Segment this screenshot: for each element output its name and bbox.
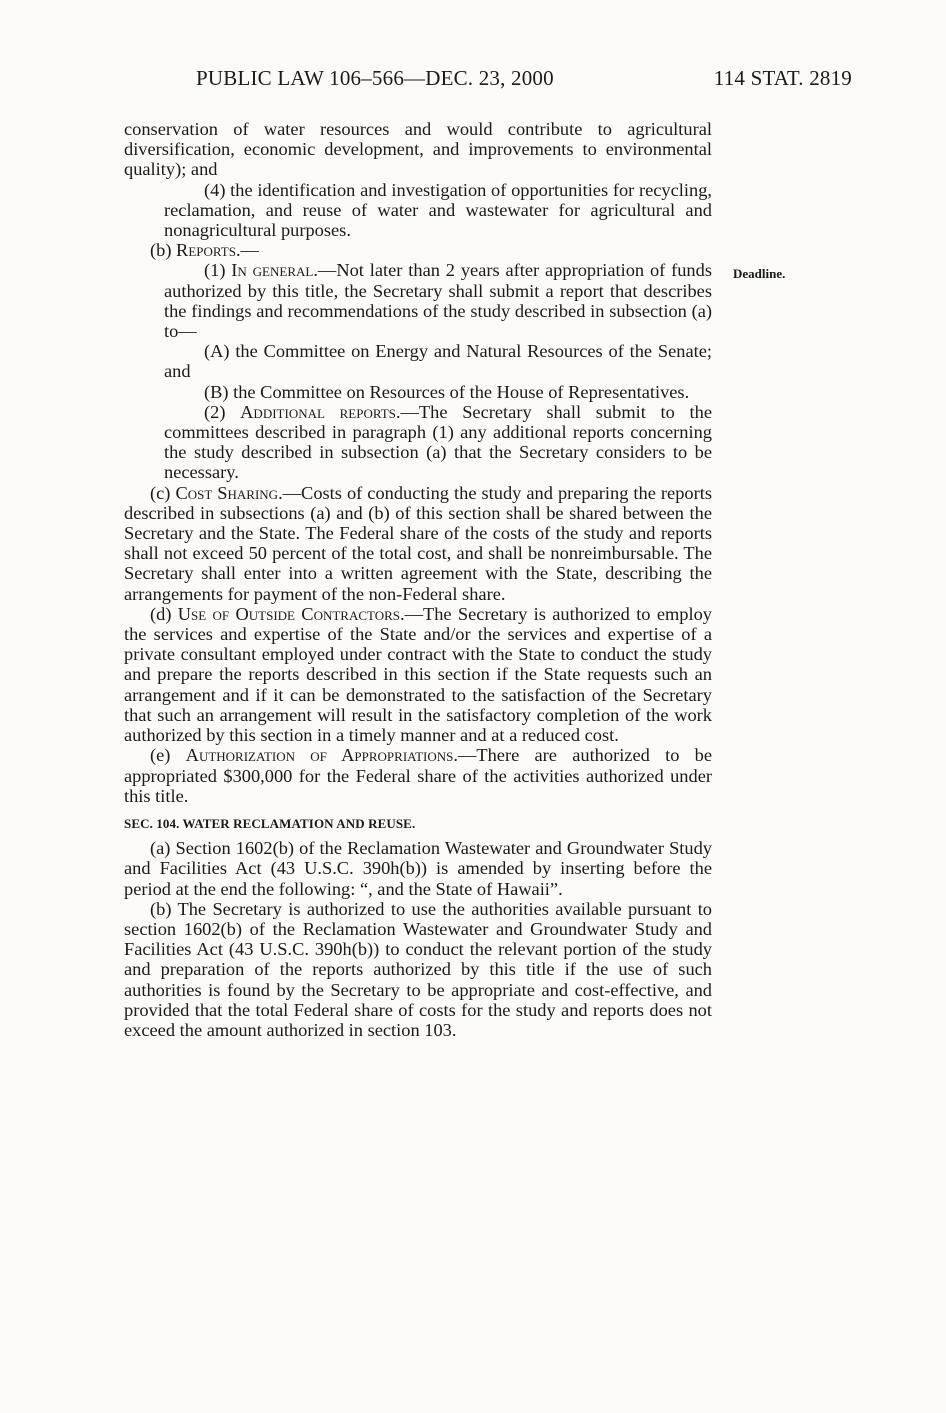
paragraph-b1-label: (1) bbox=[204, 260, 232, 281]
stat-page-number: 114 STAT. 2819 bbox=[713, 66, 852, 90]
paragraph-continuation: conservation of water resources and would contribute to agricultural diversification, economic development, and improvements to environmental quality); and bbox=[124, 119, 712, 180]
subsection-c bbox=[124, 483, 712, 604]
document-body bbox=[124, 119, 712, 1040]
subsection-d-text: .—The Secretary is authorized to employ the services and expertise of the State and/or the services and expertise of a private consultant employed under contract with the State to conduct the study and prepare the reports described in this section if the State requests such an arrangement and if it can be demonstrated to the satisfaction of the Secretary that such an arrangement will result in the satisfactory completion of the work authorized by this section in a timely manner and at a reduced cost. bbox=[124, 603, 712, 746]
subsection-b-dash: .— bbox=[235, 240, 259, 261]
subsection-e-title: Authorization of Appropriations bbox=[185, 745, 454, 766]
section-104-b: (b) The Secretary is authorized to use the authorities available pursuant to section 1602(b) of the Reclamation Wastewater and Groundwater Study and Facilities Act (43 U.S.C. 390h(b)) to conduct the relevant portion of the study and preparation of the reports authorized by this title if the use of such authorities is found by the Secretary to be appropriate and cost-effective, and provided that the total Federal share of costs for the study and reports does not exceed the amount authorized in section 103. bbox=[124, 898, 712, 1040]
subsection-c-label: (c) bbox=[150, 482, 176, 503]
paragraph-b2 bbox=[124, 402, 712, 483]
subsection-b-heading bbox=[124, 240, 712, 260]
subsection-e-text: .—There are authorized to be appropriated $300,000 for the Federal share of the activities authorized under this title. bbox=[124, 745, 713, 806]
subsection-b-label: (b) bbox=[150, 240, 177, 261]
subparagraph-b1A: (A) the Committee on Energy and Natural Resources of the Senate; and bbox=[164, 341, 712, 382]
page-header bbox=[196, 66, 852, 96]
subsection-c-title: Cost Sharing bbox=[175, 482, 279, 503]
paragraph-b1 bbox=[124, 260, 712, 341]
section-104-heading: SEC. 104. WATER RECLAMATION AND REUSE. bbox=[124, 815, 416, 831]
subsection-e-label: (e) bbox=[150, 745, 186, 766]
paragraph-b2-label: (2) bbox=[204, 401, 241, 422]
paragraph-b1-title: In general bbox=[231, 260, 314, 281]
subsection-c-text: .—Costs of conducting the study and preparing the reports described in subsections (a) and (b) of this section shall be shared between the Secretary and the State. The Federal share of the costs of the study and reports shall not exceed 50 percent of the total cost, and shall be nonreimbursable. The Secretary shall enter into a written agreement with the State, describing the arrangements for payment of the non-Federal share. bbox=[124, 482, 712, 604]
paragraph-a4: (4) the identification and investigation of opportunities for recycling, reclamation, and reuse of water and wastewater for agricultural and nonagricultural purposes. bbox=[164, 179, 712, 241]
law-citation: PUBLIC LAW 106–566—DEC. 23, 2000 bbox=[196, 66, 554, 90]
subparagraph-b1B: (B) the Committee on Resources of the House of Representatives. bbox=[204, 381, 690, 402]
subsection-d-label: (d) bbox=[150, 603, 178, 624]
paragraph-b1-text: .—Not later than 2 years after appropriation of funds authorized by this title, the Secretary shall submit a report that describes the findings and recommendations of the study described in subsection (a) to— bbox=[164, 260, 712, 342]
subsection-d-title: Use of Outside Contractors bbox=[177, 603, 401, 624]
subsection-d bbox=[124, 604, 712, 745]
margin-note-deadline: Deadline. bbox=[733, 266, 786, 281]
section-104-a: (a) Section 1602(b) of the Reclamation Wastewater and Groundwater Study and Facilities Act (43 U.S.C. 390h(b)) is amended by inserting before the period at the end the following: “, and the State of Hawaii”. bbox=[124, 838, 712, 899]
paragraph-b2-text: .—The Secretary shall submit to the committees described in paragraph (1) any additional reports concerning the study described in subsection (a) that the Secretary considers to be necessary. bbox=[164, 401, 713, 483]
subsection-b-title: Reports bbox=[176, 240, 236, 261]
paragraph-b2-title: Additional reports bbox=[240, 401, 396, 422]
subsection-e bbox=[124, 745, 712, 806]
